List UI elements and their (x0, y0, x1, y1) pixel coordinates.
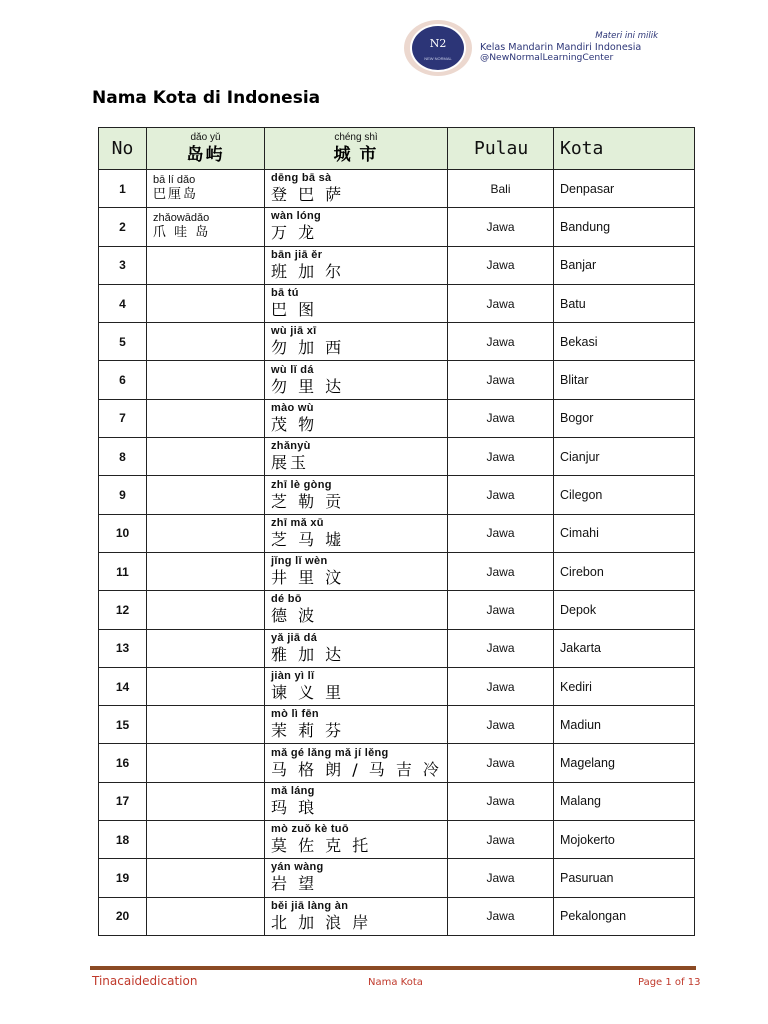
cell-kota: Pekalongan (554, 897, 695, 935)
city-pinyin: yǎ jiā dá (271, 631, 318, 644)
city-pinyin: wù jiā xī (271, 325, 317, 338)
cell-island (147, 170, 265, 208)
brand-owner-note: Materi ini milik (595, 31, 658, 41)
brand-block (480, 31, 658, 63)
cell-no: 3 (99, 246, 147, 284)
city-hanzi: 登 巴 萨 (271, 185, 345, 205)
city-pinyin: jiàn yì lǐ (271, 670, 315, 682)
city-hanzi: 展玉 (271, 453, 310, 473)
cell-pulau: Jawa (448, 361, 554, 399)
cell-pulau: Jawa (448, 859, 554, 897)
cell-kota: Banjar (554, 246, 695, 284)
city-pinyin: mào wù (271, 401, 314, 414)
cell-no: 6 (99, 361, 147, 399)
cell-city (265, 629, 448, 667)
cell-no: 11 (99, 552, 147, 590)
footer-left: Tinacaidedication (92, 974, 198, 988)
cell-pulau: Jawa (448, 744, 554, 782)
city-hanzi: 北 加 浪 岸 (271, 912, 372, 932)
cell-island (147, 782, 265, 820)
city-pinyin: bā tú (271, 287, 299, 300)
cell-kota: Bekasi (554, 323, 695, 361)
cell-kota: Blitar (554, 361, 695, 399)
table-row (99, 859, 695, 897)
table-row (99, 782, 695, 820)
city-hanzi: 莫 佐 克 托 (271, 836, 372, 856)
cell-no: 10 (99, 514, 147, 552)
cell-no: 4 (99, 284, 147, 322)
cell-no: 9 (99, 476, 147, 514)
cell-island (147, 361, 265, 399)
table-row (99, 323, 695, 361)
cell-pulau: Jawa (448, 284, 554, 322)
cell-kota: Bandung (554, 208, 695, 246)
cell-no: 18 (99, 821, 147, 859)
cell-city (265, 399, 448, 437)
table-row (99, 361, 695, 399)
cell-kota: Cirebon (554, 552, 695, 590)
cell-island (147, 208, 265, 246)
city-hanzi: 班 加 尔 (271, 261, 345, 281)
table-row (99, 897, 695, 935)
cell-kota: Mojokerto (554, 821, 695, 859)
table-row (99, 399, 695, 437)
cell-kota: Pasuruan (554, 859, 695, 897)
cell-island (147, 399, 265, 437)
cell-island (147, 859, 265, 897)
cell-city (265, 706, 448, 744)
city-pinyin: zhī mǎ xū (271, 516, 324, 529)
cell-no: 14 (99, 667, 147, 705)
table-row (99, 552, 695, 590)
cell-kota: Batu (554, 284, 695, 322)
page-title: Nama Kota di Indonesia (92, 88, 321, 108)
cell-city (265, 246, 448, 284)
island-hanzi: 爪 哇 岛 (153, 225, 211, 241)
city-hanzi: 马 格 朗 / 马 吉 冷 (271, 759, 442, 779)
cell-island (147, 552, 265, 590)
cell-pulau: Bali (448, 170, 554, 208)
city-pinyin: běi jiā làng àn (271, 899, 349, 912)
cell-no: 13 (99, 629, 147, 667)
cell-pulau: Jawa (448, 208, 554, 246)
logo-small-text: NEW NORMAL (424, 56, 452, 61)
cell-island (147, 897, 265, 935)
cell-kota: Depok (554, 591, 695, 629)
cell-city (265, 782, 448, 820)
city-hanzi: 巴 图 (271, 300, 318, 320)
city-pinyin: jǐng lǐ wèn (271, 555, 328, 568)
cell-city (265, 744, 448, 782)
city-hanzi: 雅 加 达 (271, 644, 345, 664)
cell-pulau: Jawa (448, 476, 554, 514)
island-pinyin: bā lí dǎo (153, 174, 196, 187)
cell-pulau: Jawa (448, 706, 554, 744)
city-pinyin: wàn lóng (271, 210, 322, 223)
cell-kota: Bogor (554, 399, 695, 437)
city-hanzi: 岩 望 (271, 874, 318, 894)
cell-pulau: Jawa (448, 514, 554, 552)
cell-pulau: Jawa (448, 897, 554, 935)
cell-no: 16 (99, 744, 147, 782)
city-hanzi: 勿 加 西 (271, 338, 345, 358)
table-row (99, 476, 695, 514)
city-pinyin: mò lì fēn (271, 708, 319, 721)
cell-kota: Kediri (554, 667, 695, 705)
cell-island (147, 476, 265, 514)
cell-no: 15 (99, 706, 147, 744)
footer-center: Nama Kota (368, 977, 423, 988)
table-row (99, 591, 695, 629)
cell-city (265, 284, 448, 322)
header-city (265, 128, 448, 170)
city-pinyin: bān jiā ěr (271, 248, 323, 261)
city-pinyin: mǎ gé lǎng mǎ jí lěng (271, 746, 389, 759)
header-island (147, 128, 265, 170)
city-hanzi: 茉 莉 芬 (271, 721, 345, 741)
cell-kota: Cilegon (554, 476, 695, 514)
cell-city (265, 667, 448, 705)
header-island-hanzi: 岛屿 (186, 144, 225, 164)
cell-pulau: Jawa (448, 782, 554, 820)
city-pinyin: mò zuǒ kè tuō (271, 823, 349, 836)
cell-island (147, 323, 265, 361)
cell-island (147, 246, 265, 284)
table-row (99, 284, 695, 322)
cell-island (147, 629, 265, 667)
cell-kota: Malang (554, 782, 695, 820)
cell-pulau: Jawa (448, 629, 554, 667)
cell-no: 19 (99, 859, 147, 897)
city-pinyin: zhī lè gòng (271, 478, 332, 491)
header-no: No (99, 128, 147, 170)
city-pinyin: dēng bā sà (271, 172, 332, 185)
cell-island (147, 438, 265, 476)
table-row (99, 629, 695, 667)
city-pinyin: dé bō (271, 593, 302, 606)
cell-city (265, 591, 448, 629)
cell-pulau: Jawa (448, 246, 554, 284)
city-table (98, 127, 695, 936)
table-row (99, 667, 695, 705)
cell-kota: Cimahi (554, 514, 695, 552)
city-hanzi: 井 里 汶 (271, 568, 345, 588)
logo (404, 20, 472, 76)
cell-pulau: Jawa (448, 821, 554, 859)
header-kota: Kota (554, 128, 695, 170)
cell-pulau: Jawa (448, 667, 554, 705)
city-hanzi: 茂 物 (271, 414, 318, 434)
cell-no: 8 (99, 438, 147, 476)
city-hanzi: 玛 琅 (271, 797, 318, 817)
cell-city (265, 170, 448, 208)
cell-pulau: Jawa (448, 399, 554, 437)
cell-city (265, 821, 448, 859)
city-pinyin: mǎ láng (271, 784, 315, 797)
cell-city (265, 208, 448, 246)
footer-rule (90, 966, 696, 970)
table-row (99, 208, 695, 246)
header-pulau: Pulau (448, 128, 554, 170)
city-pinyin: wù lǐ dá (271, 363, 314, 376)
brand-tagline: @NewNormalLearningCenter (480, 52, 614, 63)
table-row (99, 514, 695, 552)
brand-name: Kelas Mandarin Mandiri Indonesia (480, 42, 642, 53)
cell-kota: Madiun (554, 706, 695, 744)
cell-no: 2 (99, 208, 147, 246)
cell-city (265, 476, 448, 514)
table-row (99, 438, 695, 476)
cell-kota: Magelang (554, 744, 695, 782)
header-city-hanzi: 城 市 (333, 144, 379, 164)
cell-no: 5 (99, 323, 147, 361)
cell-island (147, 591, 265, 629)
island-pinyin: zhǎowādǎo (153, 212, 210, 225)
cell-no: 20 (99, 897, 147, 935)
cell-pulau: Jawa (448, 323, 554, 361)
cell-pulau: Jawa (448, 438, 554, 476)
island-hanzi: 巴厘岛 (153, 187, 199, 203)
city-hanzi: 德 波 (271, 606, 318, 626)
cell-island (147, 821, 265, 859)
logo-mark: N2 (429, 37, 447, 50)
cell-city (265, 859, 448, 897)
table-row (99, 821, 695, 859)
cell-island (147, 667, 265, 705)
table-row (99, 706, 695, 744)
city-hanzi: 勿 里 达 (271, 376, 345, 396)
cell-island (147, 514, 265, 552)
cell-island (147, 284, 265, 322)
cell-city (265, 552, 448, 590)
logo-badge (410, 24, 466, 72)
cell-pulau: Jawa (448, 552, 554, 590)
cell-city (265, 361, 448, 399)
city-pinyin: zhǎnyù (271, 440, 311, 453)
city-hanzi: 芝 马 墟 (271, 529, 345, 549)
cell-city (265, 514, 448, 552)
header-island-pinyin: dǎo yǔ (190, 131, 221, 143)
table-row (99, 744, 695, 782)
cell-no: 1 (99, 170, 147, 208)
city-hanzi: 万 龙 (271, 223, 318, 243)
city-hanzi: 谏 义 里 (271, 683, 345, 702)
logo-oval (404, 20, 472, 76)
cell-city (265, 323, 448, 361)
header-city-pinyin: chéng shì (334, 131, 378, 143)
table-header-row (99, 128, 695, 170)
cell-island (147, 744, 265, 782)
cell-pulau: Jawa (448, 591, 554, 629)
cell-city (265, 897, 448, 935)
cell-city (265, 438, 448, 476)
cell-no: 12 (99, 591, 147, 629)
cell-kota: Jakarta (554, 629, 695, 667)
city-pinyin: yán wàng (271, 861, 324, 874)
table-row (99, 246, 695, 284)
cell-no: 17 (99, 782, 147, 820)
city-hanzi: 芝 勒 贡 (271, 491, 345, 511)
table-row (99, 170, 695, 208)
cell-island (147, 706, 265, 744)
cell-no: 7 (99, 399, 147, 437)
table-body (99, 170, 695, 936)
cell-kota: Denpasar (554, 170, 695, 208)
footer-page-number: Page 1 of 13 (638, 977, 701, 988)
cell-kota: Cianjur (554, 438, 695, 476)
